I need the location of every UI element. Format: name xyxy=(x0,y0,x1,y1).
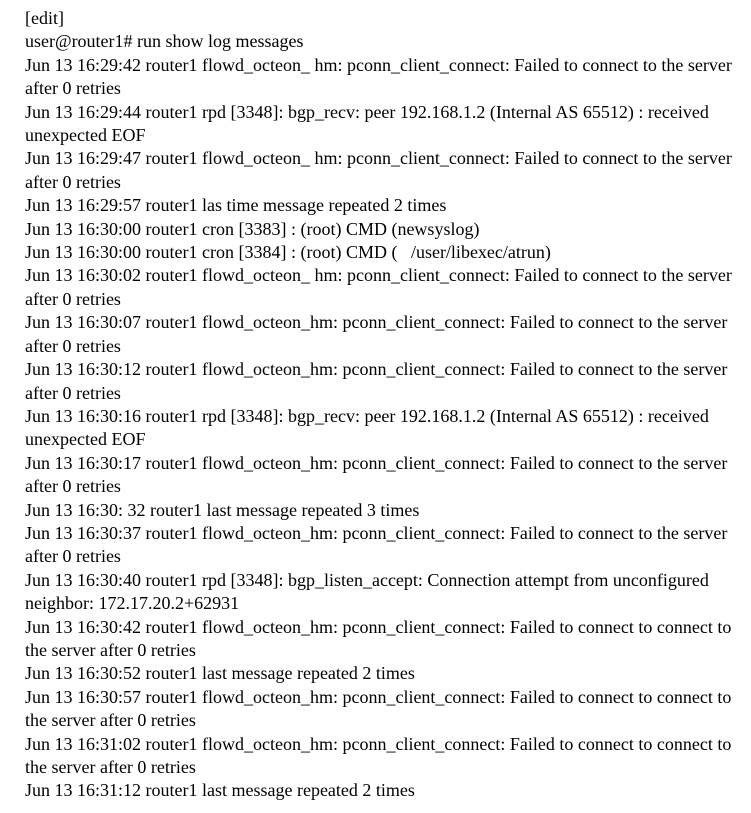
log-line: Jun 13 16:30:42 router1 flowd_octeon_hm: pconn_client_connect: Failed to connect to connect to xyxy=(25,616,732,637)
log-line: Jun 13 16:30:37 router1 flowd_octeon_hm: pconn_client_connect: Failed to connect to the server xyxy=(25,522,728,543)
log-line: Jun 13 16:30:16 router1 rpd [3348]: bgp_recv: peer 192.168.1.2 (Internal AS 65512) : received xyxy=(25,405,709,426)
log-line: Jun 13 16:30: 32 router1 last message repeated 3 times xyxy=(25,499,420,520)
wrap-line: after 0 retries xyxy=(25,476,121,497)
wrap-line: after 0 retries xyxy=(25,546,121,567)
wrap-line: after 0 retries xyxy=(25,78,121,99)
log-line: Jun 13 16:29:57 router1 las time message repeated 2 times xyxy=(25,195,447,216)
wrap-line: the server after 0 retries xyxy=(25,710,196,731)
log-line: Jun 13 16:29:47 router1 flowd_octeon_ hm: pconn_client_connect: Failed to connect to the server xyxy=(25,148,732,169)
log-line: Jun 13 16:30:07 router1 flowd_octeon_hm: pconn_client_connect: Failed to connect to the server xyxy=(25,312,728,333)
log-line: Jun 13 16:30:00 router1 cron [3383] : (root) CMD (newsyslog) xyxy=(25,218,480,239)
wrap-line: after 0 retries xyxy=(25,382,121,403)
command-line: user@router1# run show log messages xyxy=(25,31,304,52)
wrap-line: neighbor: 172.17.20.2+62931 xyxy=(25,593,240,614)
log-line: Jun 13 16:30:40 router1 rpd [3348]: bgp_listen_accept: Connection attempt from unconfigured xyxy=(25,569,709,590)
wrap-line: after 0 retries xyxy=(25,335,121,356)
wrap-line: the server after 0 retries xyxy=(25,639,196,660)
log-line: Jun 13 16:30:57 router1 flowd_octeon_hm: pconn_client_connect: Failed to connect to connect to xyxy=(25,686,732,707)
wrap-line: after 0 retries xyxy=(25,171,121,192)
wrap-line: the server after 0 retries xyxy=(25,757,196,777)
log-line: Jun 13 16:30:52 router1 last message repeated 2 times xyxy=(25,663,415,684)
log-line: Jun 13 16:30:12 router1 flowd_octeon_hm: pconn_client_connect: Failed to connect to the server xyxy=(25,359,728,380)
wrap-line: unexpected EOF xyxy=(25,125,146,146)
log-line: Jun 13 16:29:42 router1 flowd_octeon_ hm: pconn_client_connect: Failed to connect to the server xyxy=(25,54,732,75)
log-line: Jun 13 16:31:12 router1 last message repeated 2 times xyxy=(25,780,415,801)
wrap-line: unexpected EOF xyxy=(25,429,146,450)
log-line: Jun 13 16:30:02 router1 flowd_octeon_ hm: pconn_client_connect: Failed to connect to the server xyxy=(25,265,732,286)
log-line: Jun 13 16:30:00 router1 cron [3384] : (root) CMD ( /user/libexec/atrun) xyxy=(25,242,551,263)
log-line: Jun 13 16:29:44 router1 rpd [3348]: bgp_recv: peer 192.168.1.2 (Internal AS 65512) : received xyxy=(25,101,709,122)
context-line: [edit] xyxy=(25,8,64,28)
wrap-line: after 0 retries xyxy=(25,288,121,309)
log-line: Jun 13 16:30:17 router1 flowd_octeon_hm: pconn_client_connect: Failed to connect to the server xyxy=(25,452,728,473)
log-line: Jun 13 16:31:02 router1 flowd_octeon_hm: pconn_client_connect: Failed to connect to connect to xyxy=(25,733,732,754)
